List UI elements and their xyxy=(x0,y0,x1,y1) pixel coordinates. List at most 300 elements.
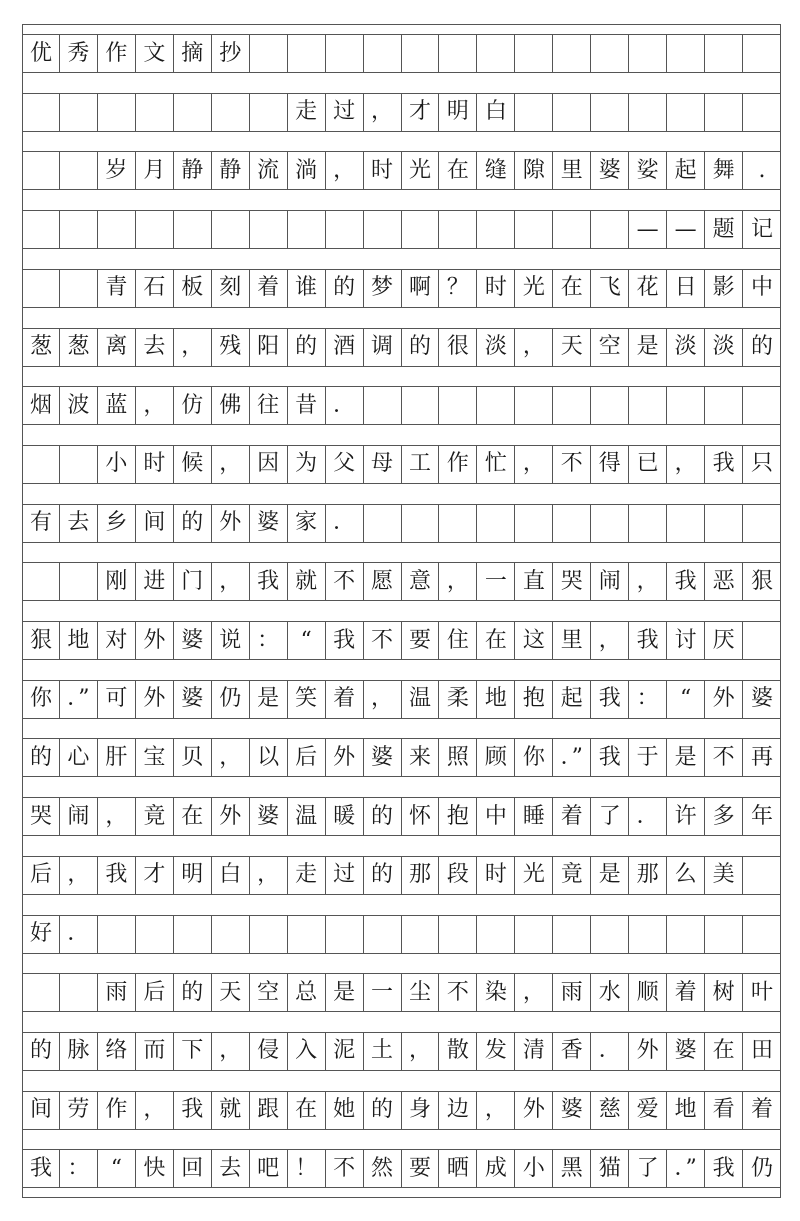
grid-cell: 后 xyxy=(136,974,174,1011)
grid-cell xyxy=(250,35,288,72)
grid-cell xyxy=(477,916,515,953)
grid-cell: ！ xyxy=(288,1150,326,1187)
grid-cell: 我 xyxy=(705,446,743,483)
grid-cell xyxy=(402,916,440,953)
grid-cell xyxy=(98,94,136,131)
grid-cell xyxy=(364,387,402,424)
grid-cell: 么 xyxy=(667,857,705,894)
grid-cell: 日 xyxy=(667,270,705,307)
grid-cell: 烟 xyxy=(22,387,60,424)
grid-cell: 淡 xyxy=(667,329,705,366)
grid-cell: 温 xyxy=(402,681,440,718)
grid-cell: 月 xyxy=(136,152,174,189)
grid-cell: ， xyxy=(326,152,364,189)
grid-cell: 住 xyxy=(439,622,477,659)
grid-cell: 飞 xyxy=(591,270,629,307)
grid-cell: 然 xyxy=(364,1150,402,1187)
grid-cell: 的 xyxy=(288,329,326,366)
grid-cell: 明 xyxy=(439,94,477,131)
text-row xyxy=(22,1149,781,1188)
grid-cell: 空 xyxy=(591,329,629,366)
grid-cell: 肝 xyxy=(98,739,136,776)
grid-cell: ， xyxy=(212,446,250,483)
grid-cell: 我 xyxy=(629,622,667,659)
grid-cell: 我 xyxy=(174,1092,212,1129)
text-row xyxy=(22,973,781,1012)
grid-cell: 的 xyxy=(22,1033,60,1070)
grid-cell xyxy=(515,211,553,248)
grid-cell: 了 xyxy=(629,1150,667,1187)
grid-cell xyxy=(439,916,477,953)
grid-cell: 可 xyxy=(98,681,136,718)
grid-cell: 中 xyxy=(751,275,774,301)
grid-cell xyxy=(136,916,174,953)
grid-cell: 摘 xyxy=(174,35,212,72)
grid-cell: 我 xyxy=(591,739,629,776)
grid-cell: 在 xyxy=(174,798,212,835)
grid-cell: 我 xyxy=(705,1150,743,1187)
grid-cell: 照 xyxy=(439,739,477,776)
grid-cell: 谁 xyxy=(288,270,326,307)
grid-cell: 流 xyxy=(250,152,288,189)
grid-cell: 那 xyxy=(629,857,667,894)
grid-cell: 残 xyxy=(212,329,250,366)
grid-cell: 不 xyxy=(326,1150,364,1187)
grid-cell: 就 xyxy=(212,1092,250,1129)
grid-cell xyxy=(515,94,553,131)
grid-cell: 是 xyxy=(667,739,705,776)
grid-cell: 白 xyxy=(212,857,250,894)
grid-cell xyxy=(250,916,288,953)
grid-cell xyxy=(515,916,553,953)
grid-cell: 空 xyxy=(250,974,288,1011)
grid-cell: 婆 xyxy=(667,1033,705,1070)
grid-cell: 酒 xyxy=(326,329,364,366)
grid-cell: 去 xyxy=(136,329,174,366)
grid-cell: ， xyxy=(402,1033,440,1070)
grid-cell: 的 xyxy=(174,974,212,1011)
grid-cell: 隙 xyxy=(515,152,553,189)
grid-cell: 青 xyxy=(98,270,136,307)
grid-cell xyxy=(364,916,402,953)
grid-cell: 直 xyxy=(515,563,553,600)
grid-cell xyxy=(515,505,553,542)
grid-cell: 染 xyxy=(477,974,515,1011)
grid-cell: 脉 xyxy=(60,1033,98,1070)
grid-cell: 过 xyxy=(326,94,364,131)
grid-cell: 外 xyxy=(136,681,174,718)
grid-cell: 边 xyxy=(439,1092,477,1129)
grid-cell: ． xyxy=(326,505,364,542)
grid-cell xyxy=(743,857,781,894)
grid-cell: 地 xyxy=(60,622,98,659)
grid-cell: 恶 xyxy=(705,563,743,600)
grid-cell xyxy=(591,211,629,248)
text-row xyxy=(22,562,781,601)
grid-cell: 你 xyxy=(515,739,553,776)
grid-cell xyxy=(553,387,591,424)
grid-cell: ， xyxy=(364,681,402,718)
grid-cell: 优 xyxy=(22,35,60,72)
grid-cell: 再 xyxy=(751,744,774,770)
grid-cell: 笑 xyxy=(288,681,326,718)
grid-cell xyxy=(553,211,591,248)
grid-cell: 的 xyxy=(364,1092,402,1129)
grid-cell xyxy=(174,94,212,131)
grid-cell: 慈 xyxy=(591,1092,629,1129)
grid-cell xyxy=(477,211,515,248)
text-row xyxy=(22,386,781,425)
grid-cell: 顺 xyxy=(629,974,667,1011)
grid-cell: 不 xyxy=(364,622,402,659)
grid-cell: 板 xyxy=(174,270,212,307)
grid-cell: ， xyxy=(477,1092,515,1129)
grid-cell: 的 xyxy=(364,857,402,894)
grid-cell: 为 xyxy=(288,446,326,483)
grid-cell xyxy=(705,35,743,72)
grid-cell: 是 xyxy=(629,329,667,366)
grid-cell: 田 xyxy=(751,1038,774,1064)
grid-cell: 淡 xyxy=(705,329,743,366)
grid-cell: 抱 xyxy=(515,681,553,718)
grid-cell: 许 xyxy=(667,798,705,835)
grid-cell xyxy=(477,387,515,424)
grid-cell: ？ xyxy=(439,270,477,307)
grid-cell: 的 xyxy=(402,329,440,366)
grid-cell: 岁 xyxy=(98,152,136,189)
grid-cell: 淌 xyxy=(288,152,326,189)
grid-cell: 以 xyxy=(250,739,288,776)
grid-cell: 外 xyxy=(705,681,743,718)
grid-cell: 总 xyxy=(288,974,326,1011)
grid-cell xyxy=(629,35,667,72)
grid-cell: ， xyxy=(591,622,629,659)
grid-cell: 淡 xyxy=(477,329,515,366)
grid-cell xyxy=(60,446,98,483)
grid-cell: 母 xyxy=(364,446,402,483)
grid-cell: 蓝 xyxy=(98,387,136,424)
grid-cell: 外 xyxy=(515,1092,553,1129)
grid-cell: 成 xyxy=(477,1150,515,1187)
grid-cell: 外 xyxy=(629,1033,667,1070)
grid-cell xyxy=(743,916,781,953)
grid-cell: 着 xyxy=(667,974,705,1011)
grid-cell: 才 xyxy=(136,857,174,894)
grid-cell xyxy=(60,94,98,131)
grid-cell: ， xyxy=(212,563,250,600)
grid-cell xyxy=(553,94,591,131)
grid-cell: ， xyxy=(667,446,705,483)
grid-cell: ．” xyxy=(667,1150,705,1187)
grid-cell: 爱 xyxy=(629,1092,667,1129)
grid-cell: 缝 xyxy=(477,152,515,189)
grid-cell xyxy=(743,505,781,542)
grid-cell: 络 xyxy=(98,1033,136,1070)
grid-cell: 贝 xyxy=(174,739,212,776)
grid-cell xyxy=(60,270,98,307)
grid-cell: 有 xyxy=(22,505,60,542)
grid-cell: ． xyxy=(629,798,667,835)
grid-cell: 作 xyxy=(98,35,136,72)
text-row xyxy=(22,680,781,719)
grid-cell: 家 xyxy=(288,505,326,542)
grid-cell: 不 xyxy=(326,563,364,600)
grid-cell xyxy=(477,35,515,72)
grid-cell: 劳 xyxy=(60,1092,98,1129)
grid-cell xyxy=(553,916,591,953)
grid-cell: ： xyxy=(250,622,288,659)
grid-cell: 过 xyxy=(326,857,364,894)
grid-cell: 只 xyxy=(751,451,774,477)
grid-cell: 说 xyxy=(212,622,250,659)
grid-cell: 着 xyxy=(250,270,288,307)
grid-cell: 下 xyxy=(174,1033,212,1070)
grid-cell: 婆 xyxy=(591,152,629,189)
header-row xyxy=(22,34,781,73)
grid-cell: 候 xyxy=(174,446,212,483)
grid-cell: 我 xyxy=(591,681,629,718)
grid-cell xyxy=(705,505,743,542)
grid-cell: ， xyxy=(439,563,477,600)
grid-cell xyxy=(212,916,250,953)
text-row xyxy=(22,504,781,543)
grid-cell: 竟 xyxy=(553,857,591,894)
grid-cell: 影 xyxy=(705,270,743,307)
grid-cell: 尘 xyxy=(402,974,440,1011)
grid-cell: 在 xyxy=(553,270,591,307)
grid-cell xyxy=(667,505,705,542)
grid-cell: 里 xyxy=(553,152,591,189)
grid-cell: 婆 xyxy=(174,681,212,718)
grid-cell: 于 xyxy=(629,739,667,776)
grid-cell: 起 xyxy=(553,681,591,718)
text-row xyxy=(22,797,781,836)
grid-cell: 因 xyxy=(250,446,288,483)
grid-cell: 舞 xyxy=(705,152,743,189)
grid-cell: 后 xyxy=(288,739,326,776)
grid-cell xyxy=(477,505,515,542)
grid-cell xyxy=(439,35,477,72)
grid-cell: 婆 xyxy=(751,686,774,712)
grid-cell xyxy=(553,505,591,542)
grid-cell: ， xyxy=(212,739,250,776)
grid-cell: 水 xyxy=(591,974,629,1011)
grid-cell: 着 xyxy=(326,681,364,718)
grid-cell: 叶 xyxy=(751,979,774,1005)
grid-cell: 跟 xyxy=(250,1092,288,1129)
grid-cell: ， xyxy=(212,1033,250,1070)
grid-cell: 阳 xyxy=(250,329,288,366)
grid-cell xyxy=(22,94,60,131)
grid-cell xyxy=(705,916,743,953)
grid-cell: 回 xyxy=(174,1150,212,1187)
grid-cell xyxy=(439,211,477,248)
grid-cell xyxy=(250,94,288,131)
grid-cell: 仿 xyxy=(174,387,212,424)
grid-cell: ， xyxy=(250,857,288,894)
grid-cell: 一 xyxy=(477,563,515,600)
grid-cell xyxy=(22,152,60,189)
grid-cell: 婆 xyxy=(553,1092,591,1129)
grid-cell xyxy=(667,94,705,131)
grid-cell: 花 xyxy=(629,270,667,307)
grid-cell xyxy=(629,94,667,131)
grid-cell: 走 xyxy=(288,94,326,131)
grid-cell: 柔 xyxy=(439,681,477,718)
grid-cell: ， xyxy=(60,857,98,894)
grid-cell: 在 xyxy=(477,622,515,659)
grid-cell: 雨 xyxy=(98,974,136,1011)
grid-cell xyxy=(515,387,553,424)
grid-cell: 梦 xyxy=(364,270,402,307)
grid-cell xyxy=(326,211,364,248)
grid-cell xyxy=(60,563,98,600)
grid-cell: 光 xyxy=(402,152,440,189)
text-row xyxy=(22,445,781,484)
grid-cell xyxy=(402,211,440,248)
grid-cell: 那 xyxy=(402,857,440,894)
grid-cell: ， xyxy=(515,329,553,366)
grid-cell: 婆 xyxy=(250,505,288,542)
grid-cell: 婆 xyxy=(250,798,288,835)
text-row xyxy=(22,1091,781,1130)
grid-cell: 我 xyxy=(22,1150,60,1187)
grid-cell: 着 xyxy=(751,1097,774,1123)
grid-cell xyxy=(326,35,364,72)
grid-cell: 是 xyxy=(591,857,629,894)
grid-cell: 父 xyxy=(326,446,364,483)
grid-cell xyxy=(288,211,326,248)
grid-cell: 怀 xyxy=(402,798,440,835)
grid-cell: 快 xyxy=(136,1150,174,1187)
grid-cell: 的 xyxy=(751,334,774,359)
grid-cell: 抄 xyxy=(212,35,250,72)
grid-cell: 要 xyxy=(402,1150,440,1187)
grid-cell: “ xyxy=(667,681,705,718)
grid-cell: “ xyxy=(98,1150,136,1187)
grid-cell: 闹 xyxy=(591,563,629,600)
grid-cell: 往 xyxy=(250,387,288,424)
grid-cell: 间 xyxy=(136,505,174,542)
grid-cell: ， xyxy=(515,446,553,483)
grid-cell: 年 xyxy=(751,803,774,829)
grid-cell xyxy=(439,387,477,424)
grid-cell xyxy=(212,211,250,248)
grid-cell: 发 xyxy=(477,1033,515,1070)
grid-cell: 佛 xyxy=(212,387,250,424)
grid-cell: 狠 xyxy=(22,622,60,659)
grid-cell: 外 xyxy=(212,798,250,835)
grid-cell: 宝 xyxy=(136,739,174,776)
grid-cell xyxy=(402,35,440,72)
grid-cell: 葱 xyxy=(60,329,98,366)
grid-cell: 狠 xyxy=(751,568,774,594)
grid-cell: 天 xyxy=(212,974,250,1011)
grid-cell: 顾 xyxy=(477,739,515,776)
grid-cell xyxy=(364,35,402,72)
grid-cell: 吧 xyxy=(250,1150,288,1187)
grid-cell: 天 xyxy=(553,329,591,366)
text-row xyxy=(22,1032,781,1071)
grid-cell: 着 xyxy=(553,798,591,835)
grid-cell xyxy=(364,505,402,542)
grid-cell: 在 xyxy=(439,152,477,189)
grid-cell xyxy=(22,563,60,600)
grid-cell: 雨 xyxy=(553,974,591,1011)
grid-cell: 静 xyxy=(212,152,250,189)
grid-cell: 我 xyxy=(250,563,288,600)
grid-cell xyxy=(136,94,174,131)
grid-cell xyxy=(212,94,250,131)
text-row xyxy=(22,915,781,954)
grid-cell: ． xyxy=(591,1033,629,1070)
grid-cell: 文 xyxy=(136,35,174,72)
grid-cell xyxy=(743,94,781,131)
grid-cell: 入 xyxy=(288,1033,326,1070)
grid-cell: 作 xyxy=(98,1092,136,1129)
grid-cell xyxy=(22,211,60,248)
grid-cell: 侵 xyxy=(250,1033,288,1070)
grid-cell: 晒 xyxy=(439,1150,477,1187)
text-row xyxy=(22,856,781,895)
grid-cell xyxy=(515,35,553,72)
grid-cell: 小 xyxy=(515,1150,553,1187)
text-row xyxy=(22,738,781,777)
grid-cell: 要 xyxy=(402,622,440,659)
grid-cell xyxy=(629,387,667,424)
grid-cell: 时 xyxy=(477,270,515,307)
grid-cell: 白 xyxy=(477,94,515,131)
grid-cell xyxy=(250,211,288,248)
grid-cell: . xyxy=(758,157,766,183)
grid-cell xyxy=(22,446,60,483)
grid-cell: ． xyxy=(60,916,98,953)
grid-cell xyxy=(667,387,705,424)
grid-cell: 进 xyxy=(136,563,174,600)
grid-cell xyxy=(705,94,743,131)
manuscript-grid-paper xyxy=(22,24,781,1198)
grid-cell: 意 xyxy=(402,563,440,600)
grid-cell: 我 xyxy=(667,563,705,600)
grid-cell xyxy=(402,505,440,542)
grid-cell: 好 xyxy=(22,916,60,953)
grid-cell: 而 xyxy=(136,1033,174,1070)
grid-cell xyxy=(60,974,98,1011)
grid-cell: 猫 xyxy=(591,1150,629,1187)
grid-cell: 忙 xyxy=(477,446,515,483)
grid-cell: 外 xyxy=(136,622,174,659)
grid-cell xyxy=(629,916,667,953)
grid-cell: ． xyxy=(326,387,364,424)
grid-cell: 段 xyxy=(439,857,477,894)
grid-cell: 地 xyxy=(667,1092,705,1129)
grid-cell: 作 xyxy=(439,446,477,483)
grid-cell: 仍 xyxy=(751,1155,774,1181)
grid-cell: 昔 xyxy=(288,387,326,424)
grid-cell: 时 xyxy=(477,857,515,894)
grid-cell: 仍 xyxy=(212,681,250,718)
grid-cell: 后 xyxy=(22,857,60,894)
grid-cell xyxy=(22,270,60,307)
grid-cell: 外 xyxy=(326,739,364,776)
grid-cell xyxy=(174,916,212,953)
grid-cell: 一 xyxy=(364,974,402,1011)
text-row xyxy=(22,269,781,308)
grid-cell: 对 xyxy=(98,622,136,659)
grid-cell xyxy=(98,916,136,953)
grid-cell xyxy=(22,974,60,1011)
grid-cell: 时 xyxy=(364,152,402,189)
